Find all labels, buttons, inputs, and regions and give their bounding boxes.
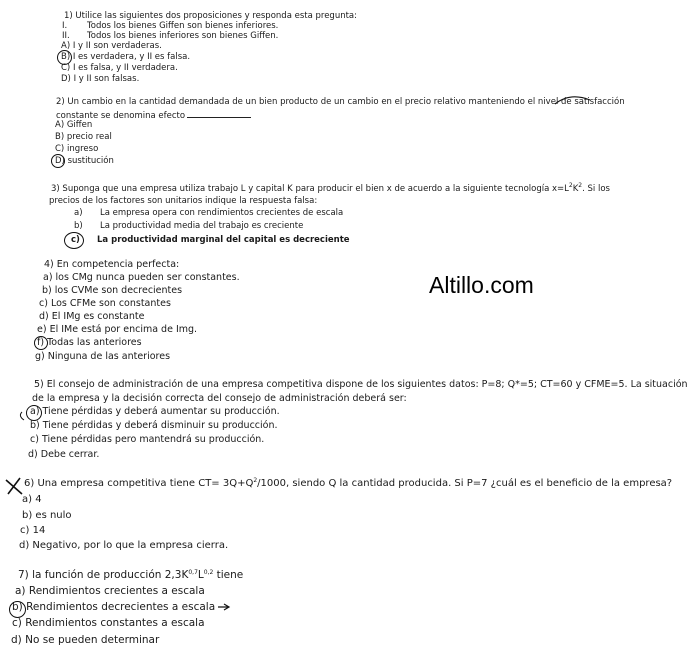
q4-option-g: g) Ninguna de las anteriores bbox=[35, 351, 171, 362]
q6-option-b: b) es nulo bbox=[22, 510, 72, 521]
q1-option-a: A) I y II son verdaderas. bbox=[61, 41, 162, 51]
q4-option-d: d) El IMg es constante bbox=[39, 311, 145, 322]
q4-option-f: f) Todas las anteriores bbox=[37, 337, 142, 348]
q3-option-b-letter: b) bbox=[74, 221, 83, 231]
q5-option-b: b) Tiene pérdidas y deberá disminuir su producción. bbox=[30, 420, 278, 431]
q4-option-a: a) los CMg nunca pueden ser constantes. bbox=[43, 272, 240, 283]
q7-option-b: b) Rendimientos decrecientes a escala bbox=[12, 601, 216, 613]
q3-option-a-letter: a) bbox=[74, 208, 83, 218]
q6-option-a: a) 4 bbox=[22, 494, 42, 505]
q1-option-c: C) I es falsa, y II verdadera. bbox=[61, 63, 178, 73]
q5-stem-line1: 5) El consejo de administración de una empresa competitiva dispone de los siguientes datos: P=8; Q*=5; CT=60 y CFME=5. La situación bbox=[34, 379, 688, 390]
q3-option-c: La productividad marginal del capital es decreciente bbox=[97, 235, 350, 245]
q1-prop-2-num: II. bbox=[62, 31, 70, 41]
q5-option-c: c) Tiene pérdidas pero mantendrá su producción. bbox=[30, 434, 265, 445]
watermark: Altillo.com bbox=[429, 272, 534, 298]
q3-option-c-letter: c) bbox=[71, 235, 80, 245]
q3-option-a: La empresa opera con rendimientos crecientes de escala bbox=[100, 208, 344, 218]
q7-option-c: c) Rendimientos constantes a escala bbox=[12, 617, 205, 629]
q4-option-e: e) El IMe está por encima de Img. bbox=[37, 324, 198, 335]
q7-option-d: d) No se pueden determinar bbox=[11, 634, 160, 646]
q5-option-a: a) Tiene pérdidas y deberá aumentar su producción. bbox=[30, 406, 280, 417]
q1-stem: 1) Utilice las siguientes dos proposiciones y responda esta pregunta: bbox=[64, 11, 358, 21]
q6-option-d: d) Negativo, por lo que la empresa cierra. bbox=[19, 540, 229, 551]
nivel-strike-mark bbox=[555, 97, 590, 104]
q1-prop-1: Todos los bienes Giffen son bienes inferiores. bbox=[87, 21, 279, 31]
q6-stem: 6) Una empresa competitiva tiene $CT= 3Q+Q^2/1000$, siendo Q la cantidad producida. Si P=7 ¿cuál es el beneficio de la empresa? bbox=[24, 477, 673, 489]
q6-option-c: c) 14 bbox=[20, 525, 46, 536]
q1-prop-2: Todos los bienes inferiores son bienes Giffen. bbox=[87, 31, 279, 41]
q1-prop-1-num: I. bbox=[62, 21, 68, 31]
q3-option-b: La productividad media del trabajo es creciente bbox=[100, 221, 304, 231]
q3-stem-line2: precios de los factores son unitarios indique la respuesta falsa: bbox=[49, 196, 318, 206]
q3-stem-line1: 3) Suponga que una empresa utiliza trabajo L y capital K para producir el bien x de acuerdo a la siguiente tecnología $x=L^2K^2$. Si los bbox=[51, 182, 610, 194]
q2-option-b: B) precio real bbox=[55, 132, 112, 142]
q7-stem: 7) la función de producción $2,3K^{0,7}L^{0,2}$ tiene bbox=[18, 569, 244, 581]
q1-option-b: B) I es verdadera, y II es falsa. bbox=[61, 52, 191, 62]
q5-option-d: d) Debe cerrar. bbox=[28, 449, 100, 460]
q2-option-d: D) sustitución bbox=[55, 156, 114, 166]
q2-stem-line2: constante se denomina efecto bbox=[56, 109, 251, 121]
q2-option-a: A) Giffen bbox=[55, 120, 93, 130]
q5-stem-line2: de la empresa y la decisión correcta del consejo de administración deberá ser: bbox=[32, 393, 407, 404]
q7-arrow-mark bbox=[218, 604, 229, 610]
q2-option-c: C) ingreso bbox=[55, 144, 99, 154]
q7-option-a: a) Rendimientos crecientes a escala bbox=[15, 585, 205, 597]
q1-option-d: D) I y II son falsas. bbox=[61, 74, 140, 84]
q6-cross-mark bbox=[6, 478, 22, 494]
q2-stem-line1: 2) Un cambio en la cantidad demandada de un bien producto de un cambio en el precio relativo manteniendo el nivel de satisfacción bbox=[56, 97, 625, 107]
q5-tick-mark bbox=[20, 412, 24, 420]
q4-option-c: c) Los CFMe son constantes bbox=[39, 298, 171, 309]
q4-stem: 4) En competencia perfecta: bbox=[44, 259, 180, 270]
q4-option-b: b) los CVMe son decrecientes bbox=[42, 285, 183, 296]
